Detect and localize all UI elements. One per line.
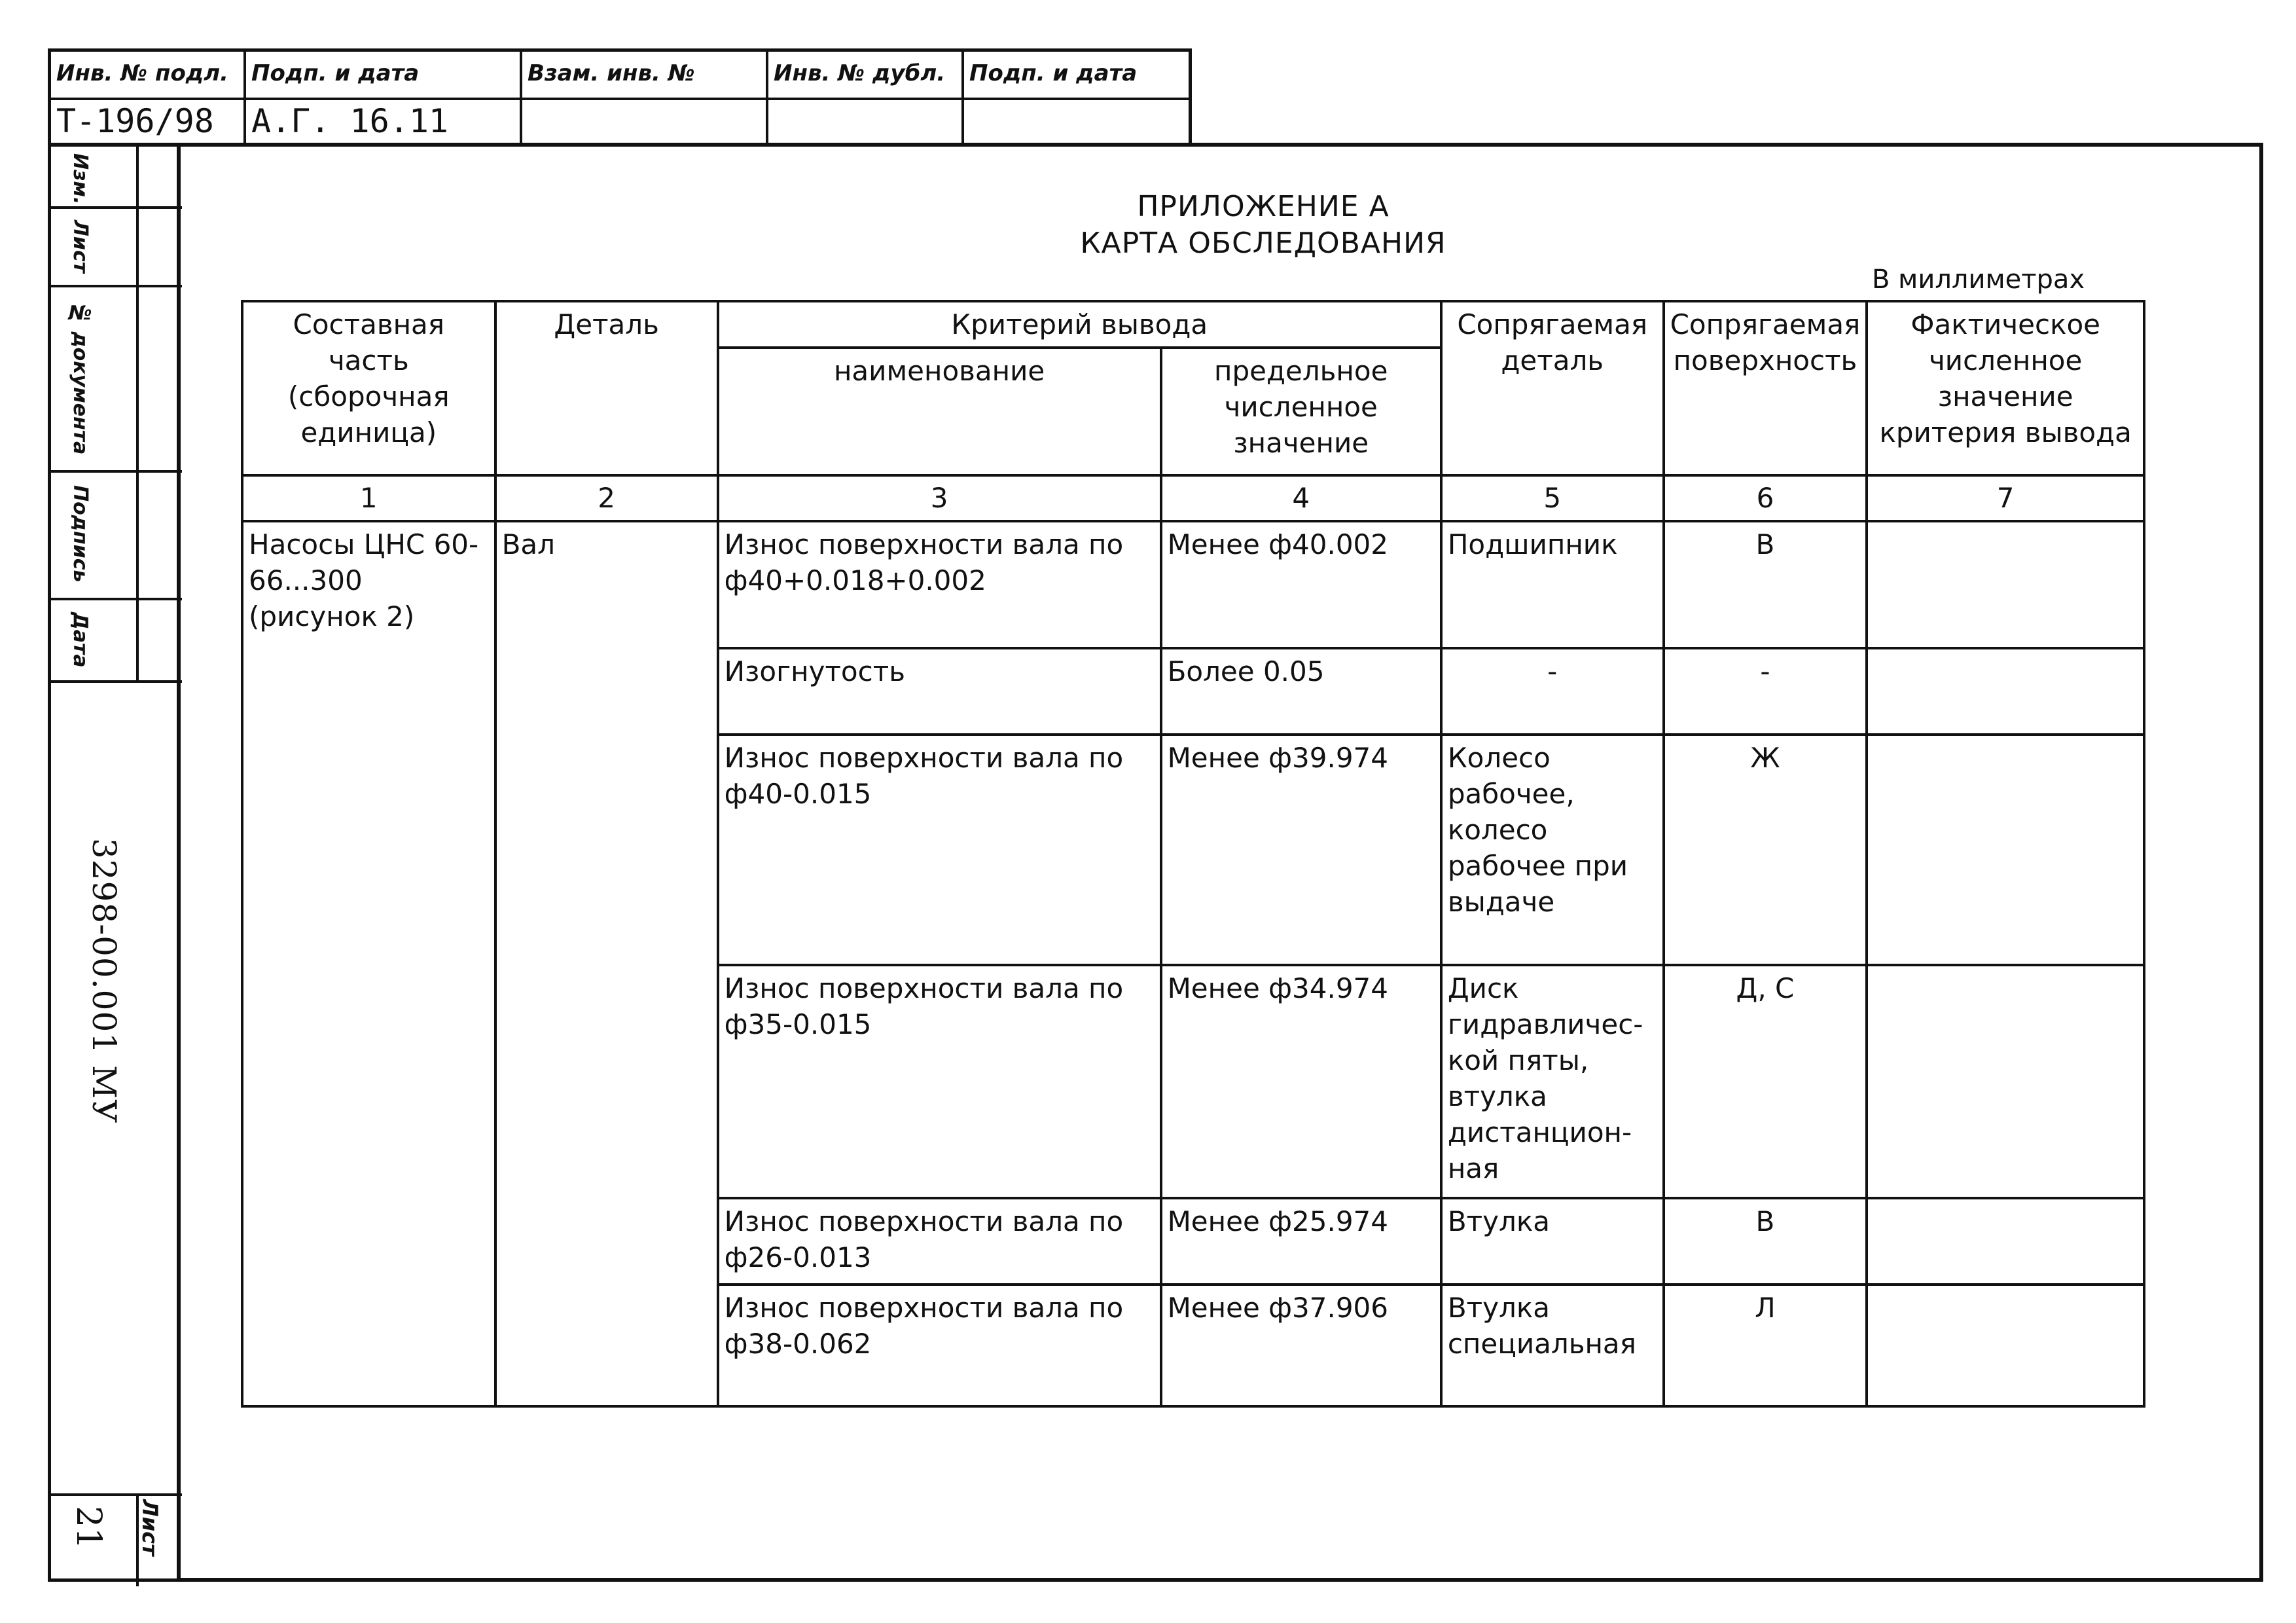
criterion-limit-cell: Более 0.05 [1161,648,1441,735]
column-number: 3 [718,475,1161,521]
strip-rule [51,1493,182,1496]
criterion-name-cell: Изогнутость [718,648,1161,735]
mating-surface-cell: Л [1664,1285,1867,1406]
actual-value-cell [1867,648,2144,735]
strip-label-date: Дата [69,611,92,668]
criterion-name-cell: Износ поверхности вала по ф26-0.013 [718,1198,1161,1285]
column-number-row [242,475,2144,521]
stamp-header-signature-date: Подп. и дата [246,52,522,98]
mating-part-cell: Втулка специальная [1441,1285,1664,1406]
stamp-value-row [51,98,1189,145]
strip-label-sheet: Лист [69,220,92,274]
criterion-name-cell: Износ поверхности вала по ф40+0.018+0.002 [718,521,1161,648]
header-detail: Деталь [495,301,718,475]
inspection-table [241,300,2145,1408]
strip-label-signature: Подпись [69,485,92,583]
sheet-number: 21 [69,1506,108,1550]
actual-value-cell [1867,1198,2144,1285]
header-assembly: Составная часть (сборочная единица) [242,301,495,475]
detail-cell: Вал [495,521,718,1406]
criterion-name-cell: Износ поверхности вала по ф35-0.015 [718,965,1161,1198]
header-mating-surface: Сопрягаемая поверхность [1664,301,1867,475]
header-row [242,301,2144,348]
table-row [242,521,2144,648]
header-criterion-name: наименование [718,348,1161,475]
mating-surface-cell: - [1664,648,1867,735]
appendix-title: ПРИЛОЖЕНИЕ А [1137,190,1390,223]
mating-surface-cell: Ж [1664,735,1867,965]
assembly-cell: Насосы ЦНС 60-66...300 (рисунок 2) [242,521,495,1406]
column-number: 2 [495,475,718,521]
stamp-header-signature-date-2: Подп. и дата [969,60,1138,86]
stamp-value-signature-date: А.Г. 16.11 [246,98,522,145]
document-title: КАРТА ОБСЛЕДОВАНИЯ [1080,227,1446,260]
stamp-header-inv-duplicate: Инв. № дубл. [768,52,964,98]
stamp-header-replaced-inv: Взам. инв. № [522,52,768,98]
column-number: 1 [242,475,495,521]
revision-stamp [48,48,1192,147]
mating-part-cell: Колесо рабочее, колесо рабочее при выдаче [1441,735,1664,965]
strip-rule [51,470,182,473]
stamp-value-replaced-inv [522,98,768,145]
mating-surface-cell: Д, С [1664,965,1867,1198]
strip-label-document-no: № документа [69,301,92,455]
mating-surface-cell: В [1664,521,1867,648]
criterion-name-cell: Износ поверхности вала по ф38-0.062 [718,1285,1161,1406]
strip-rule [51,680,182,683]
criterion-limit-cell: Менее ф25.974 [1161,1198,1441,1285]
sheet-label: Лист [137,1499,162,1556]
mating-part-cell: Диск гидравличес-кой пяты, втулка дистанцион-ная [1441,965,1664,1198]
column-number: 7 [1867,475,2144,521]
mating-part-cell: - [1441,648,1664,735]
criterion-name-cell: Износ поверхности вала по ф40-0.015 [718,735,1161,965]
criterion-limit-cell: Менее ф37.906 [1161,1285,1441,1406]
column-number: 6 [1664,475,1867,521]
criterion-limit-cell: Менее ф40.002 [1161,521,1441,648]
strip-rule [51,206,182,209]
stamp-value-signature-date-2 [964,98,1189,145]
stamp-header-inv-original: Инв. № подл. [51,52,246,98]
criterion-limit-cell: Менее ф34.974 [1161,965,1441,1198]
actual-value-cell [1867,521,2144,648]
stamp-header-row [51,52,1189,100]
column-number: 4 [1161,475,1441,521]
actual-value-cell [1867,965,2144,1198]
units-note: В миллиметрах [1872,264,2085,295]
header-criterion-limit: предельное численное значение [1161,348,1441,475]
document-code: 3298-00.001 МУ [85,838,123,1124]
mating-part-cell: Втулка [1441,1198,1664,1285]
strip-label-change: Изм. [69,153,92,205]
strip-rule [51,598,182,600]
actual-value-cell [1867,1285,2144,1406]
strip-rule [51,285,182,287]
stamp-value-inv-duplicate [768,98,964,145]
criterion-limit-cell: Менее ф39.974 [1161,735,1441,965]
mating-part-cell: Подшипник [1441,521,1664,648]
header-actual-value: Фактическое численное значение критерия вывода [1867,301,2144,475]
header-criterion: Критерий вывода [718,301,1441,348]
column-number: 5 [1441,475,1664,521]
mating-surface-cell: В [1664,1198,1867,1285]
header-mating-part: Сопрягаемая деталь [1441,301,1664,475]
actual-value-cell [1867,735,2144,965]
strip-divider [136,146,139,683]
stamp-value-inv-original: Т-196/98 [51,98,246,145]
